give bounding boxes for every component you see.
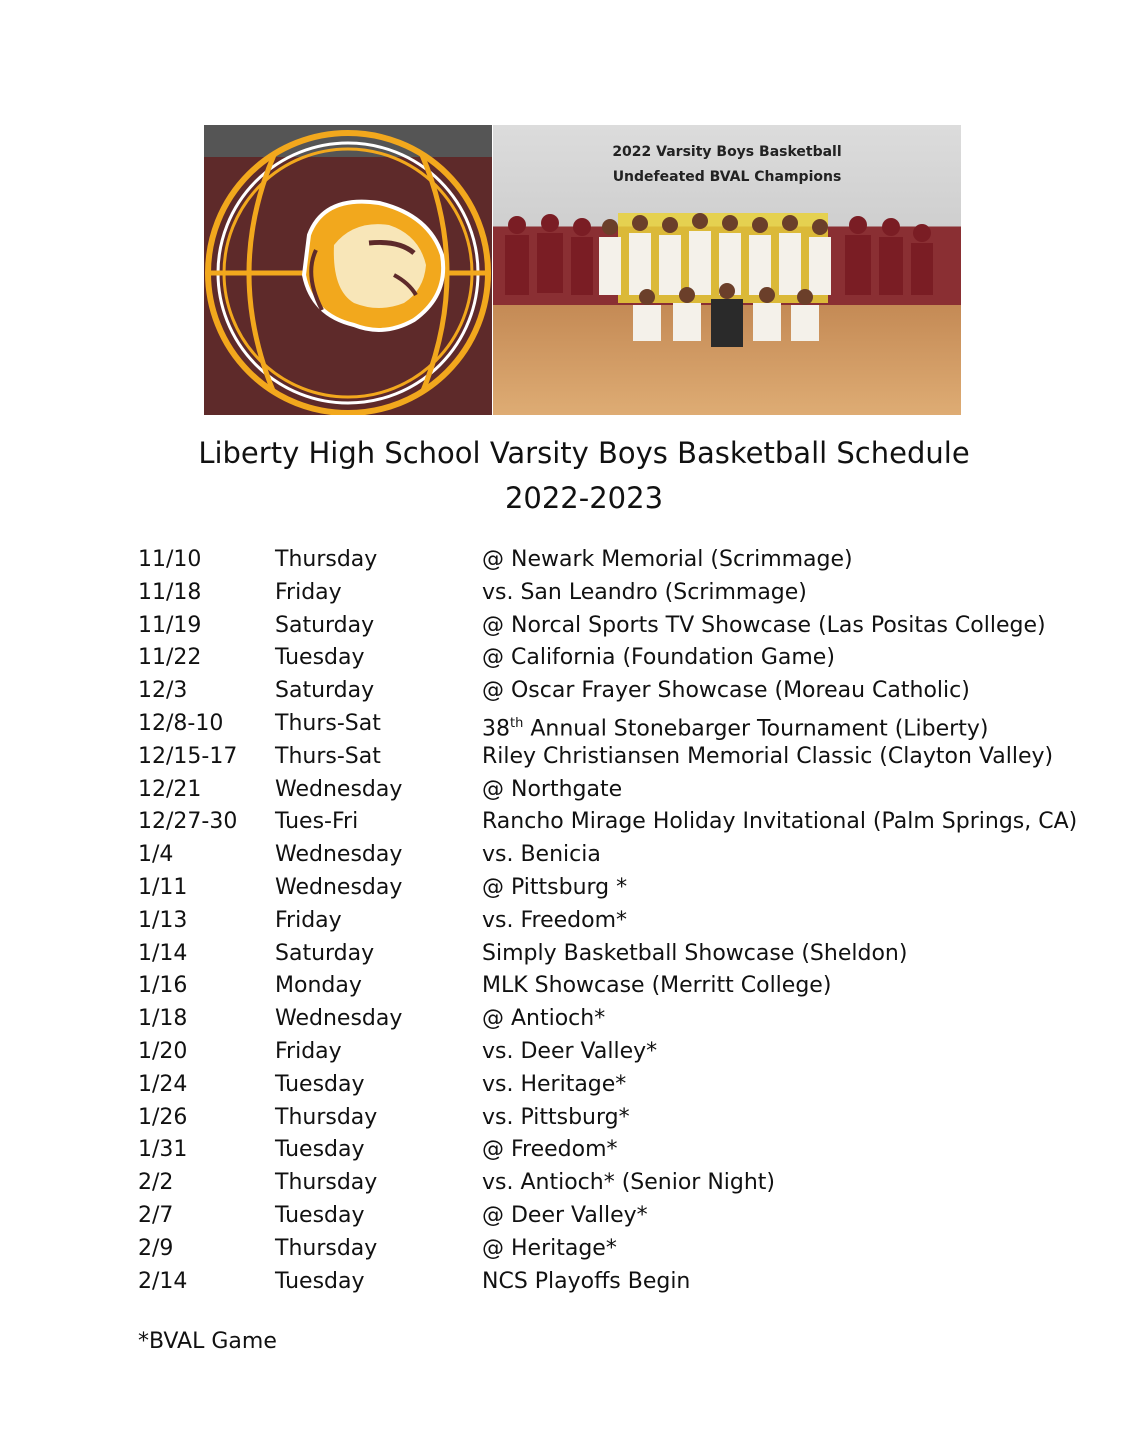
game-day: Wednesday — [275, 1006, 403, 1032]
schedule-row — [138, 577, 1098, 610]
game-day: Thurs-Sat — [275, 743, 381, 769]
schedule-row — [138, 708, 1098, 741]
game-event: vs. Heritage* — [482, 1071, 627, 1097]
schedule-row — [138, 544, 1098, 577]
game-event: @ Deer Valley* — [482, 1202, 648, 1228]
game-date: 1/31 — [138, 1137, 188, 1163]
photo-caption-line1: 2022 Varsity Boys Basketball — [612, 144, 842, 160]
schedule-row — [138, 839, 1098, 872]
game-day: Thursday — [275, 547, 378, 572]
game-day: Wednesday — [275, 776, 403, 802]
season-title: 2022-2023 — [504, 481, 664, 515]
game-day: Friday — [275, 907, 342, 933]
game-day: Thursday — [275, 1104, 378, 1130]
game-date: 11/19 — [138, 612, 202, 638]
game-event: @ Newark Memorial (Scrimmage) — [482, 547, 853, 572]
game-event: vs. Pittsburg* — [482, 1104, 630, 1130]
schedule-row — [138, 1003, 1098, 1036]
game-day: Tuesday — [275, 1137, 365, 1163]
schedule-row — [138, 642, 1098, 675]
game-date: 11/10 — [138, 547, 202, 572]
event-ordinal-number: 38 — [482, 716, 510, 742]
game-date: 1/16 — [138, 973, 188, 999]
game-date: 12/21 — [138, 776, 202, 802]
game-day: Saturday — [275, 612, 375, 638]
schedule-row — [138, 610, 1098, 643]
game-day: Wednesday — [275, 874, 403, 900]
game-date: 2/7 — [138, 1202, 174, 1228]
footnote: *BVAL Game — [138, 1329, 277, 1354]
game-day: Tuesday — [275, 645, 365, 671]
header-banner — [204, 125, 961, 415]
game-date: 2/9 — [138, 1235, 174, 1261]
game-event: NCS Playoffs Begin — [482, 1268, 691, 1294]
game-date: 1/26 — [138, 1104, 188, 1130]
game-event: @ Freedom* — [482, 1137, 618, 1163]
game-date: 2/2 — [138, 1170, 174, 1196]
schedule-row — [138, 1069, 1098, 1102]
schedule-row — [138, 741, 1098, 774]
game-day: Saturday — [275, 678, 375, 704]
game-date: 1/4 — [138, 842, 174, 868]
game-date: 12/15-17 — [138, 743, 238, 769]
schedule-row — [138, 1266, 1098, 1299]
game-event: @ Antioch* — [482, 1006, 606, 1032]
event-title-rest: Annual Stonebarger Tournament (Liberty) — [523, 716, 989, 742]
schedule-row — [138, 1036, 1098, 1069]
game-event: Simply Basketball Showcase (Sheldon) — [482, 940, 908, 966]
game-day: Monday — [275, 973, 362, 999]
game-day: Tuesday — [275, 1202, 365, 1228]
game-day: Tuesday — [275, 1268, 365, 1294]
game-event: @ Norcal Sports TV Showcase (Las Positas College) — [482, 612, 1046, 638]
game-day: Friday — [275, 579, 342, 605]
game-event: Rancho Mirage Holiday Invitational (Palm Springs, CA) — [482, 809, 1078, 835]
game-event: vs. Freedom* — [482, 907, 628, 933]
game-date: 1/14 — [138, 940, 188, 966]
game-date: 1/13 — [138, 907, 188, 933]
game-date: 11/18 — [138, 579, 202, 605]
team-players-illustration — [493, 125, 961, 415]
schedule-row — [138, 872, 1098, 905]
schedule-row — [138, 774, 1098, 807]
schedule-row — [138, 905, 1098, 938]
game-date: 12/8-10 — [138, 710, 224, 736]
game-day: Wednesday — [275, 842, 403, 868]
game-date: 1/24 — [138, 1071, 188, 1097]
game-event: vs. Benicia — [482, 842, 601, 868]
game-date: 2/14 — [138, 1268, 188, 1294]
schedule-row — [138, 806, 1098, 839]
game-event: MLK Showcase (Merritt College) — [482, 973, 832, 999]
game-date: 12/3 — [138, 678, 188, 704]
schedule-row — [138, 1233, 1098, 1266]
game-day: Saturday — [275, 940, 375, 966]
schedule-row — [138, 1167, 1098, 1200]
game-event: vs. San Leandro (Scrimmage) — [482, 579, 807, 605]
game-day: Thurs-Sat — [275, 710, 381, 736]
game-day: Thursday — [275, 1170, 378, 1196]
schedule-row — [138, 970, 1098, 1003]
game-day: Friday — [275, 1038, 342, 1064]
lion-logo-icon — [204, 125, 492, 415]
game-event: vs. Deer Valley* — [482, 1038, 658, 1064]
page-title: Liberty High School Varsity Boys Basketball Schedule — [198, 436, 970, 470]
game-date: 1/18 — [138, 1006, 188, 1032]
game-day: Tues-Fri — [275, 809, 359, 835]
photo-caption-line2: Undefeated BVAL Champions — [612, 169, 842, 185]
game-event: @ Heritage* — [482, 1235, 617, 1261]
game-date: 1/20 — [138, 1038, 188, 1064]
lion-basketball-logo — [204, 125, 492, 415]
team-photo — [493, 125, 961, 415]
game-event: @ Northgate — [482, 776, 623, 802]
event-ordinal-suffix: th — [510, 715, 524, 731]
schedule-row — [138, 1102, 1098, 1135]
game-date: 12/27-30 — [138, 809, 238, 835]
game-event: Riley Christiansen Memorial Classic (Clayton Valley) — [482, 743, 1054, 769]
game-day: Thursday — [275, 1235, 378, 1261]
game-day: Tuesday — [275, 1071, 365, 1097]
schedule-row — [138, 938, 1098, 971]
game-event: @ Oscar Frayer Showcase (Moreau Catholic) — [482, 678, 970, 704]
game-date: 1/11 — [138, 874, 188, 900]
schedule-row — [138, 1134, 1098, 1167]
game-event: @ California (Foundation Game) — [482, 645, 835, 671]
game-date: 11/22 — [138, 645, 202, 671]
game-event: @ Pittsburg * — [482, 874, 628, 900]
schedule-row — [138, 675, 1098, 708]
schedule-row — [138, 1200, 1098, 1233]
game-event: vs. Antioch* (Senior Night) — [482, 1170, 776, 1196]
schedule-table — [138, 544, 1098, 1298]
